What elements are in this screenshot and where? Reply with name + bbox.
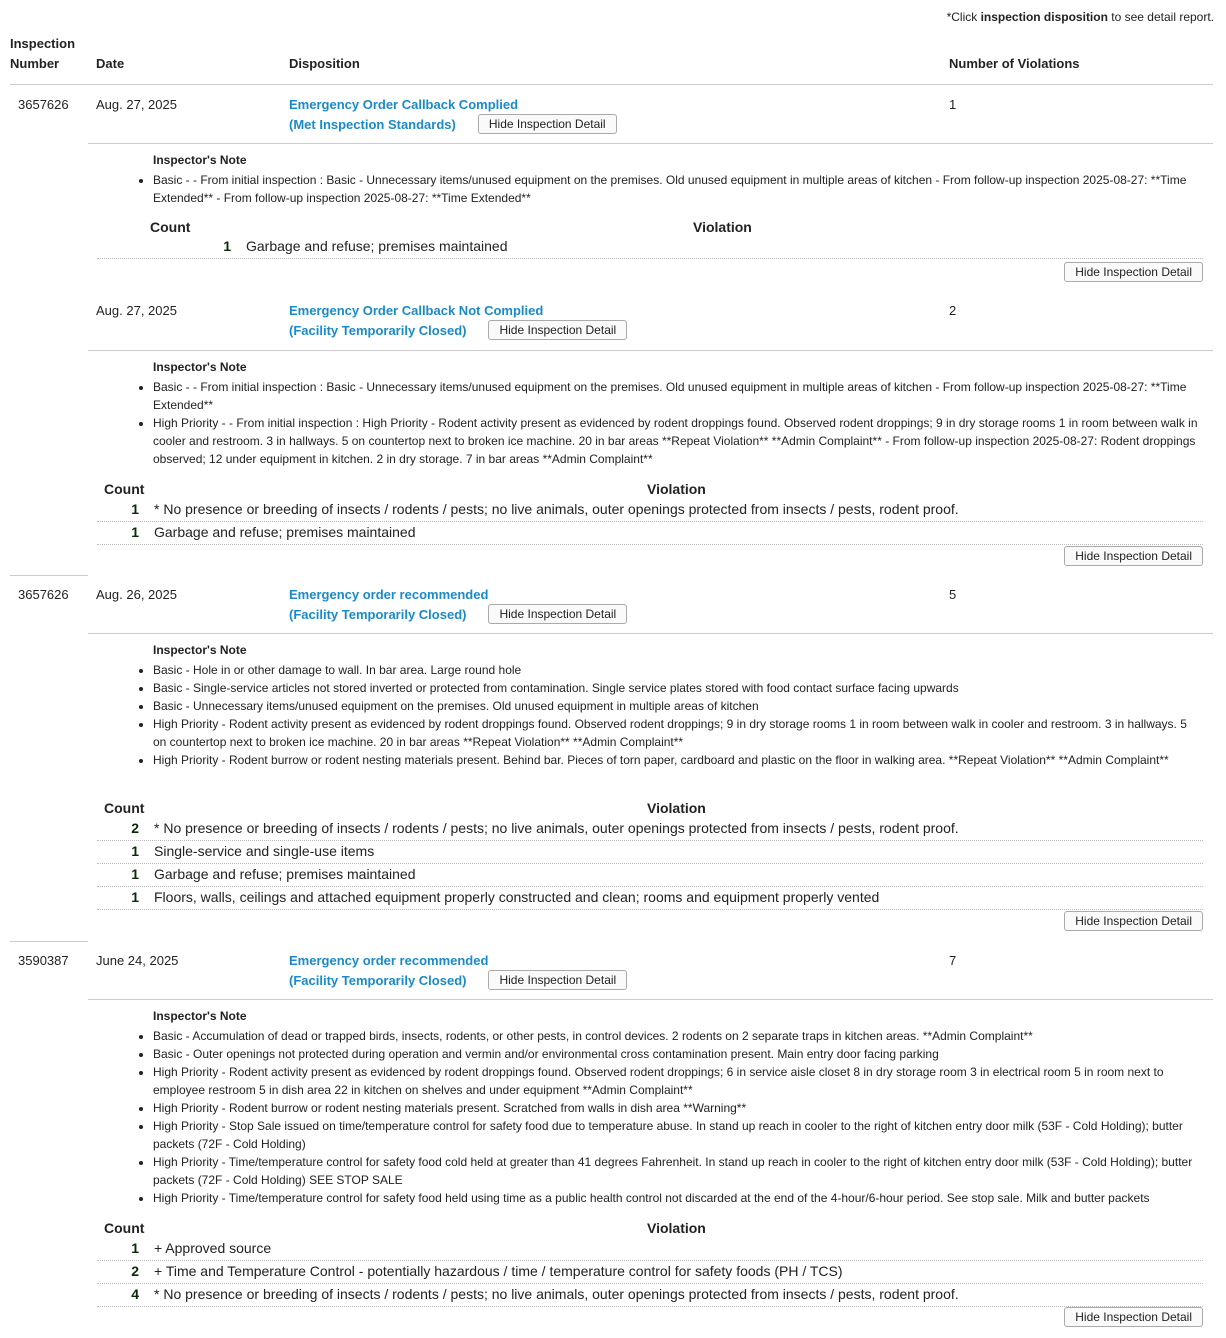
violation-row	[97, 886, 1203, 910]
disposition-link[interactable]: Emergency Order Callback Complied	[289, 97, 519, 112]
disposition-link[interactable]: Emergency order recommended	[289, 953, 489, 968]
inspectors-note-title: Inspector's Note	[153, 360, 247, 374]
row-divider	[88, 350, 1213, 351]
inspection-row	[0, 941, 1213, 999]
hide-inspection-detail-button[interactable]: Hide Inspection Detail	[488, 970, 627, 990]
note-item: • High Priority - Time/temperature control for safety food held using time as a public health control not discarded at the end of the 4-hour/6-hour period. See stop sale. Milk and butter packets	[153, 1189, 1203, 1207]
note-prefix: *Click	[946, 10, 981, 24]
hide-inspection-detail-button[interactable]: Hide Inspection Detail	[1064, 1307, 1203, 1327]
inspection-row	[0, 85, 1213, 143]
violation-header: Violation	[647, 800, 706, 816]
violation-text: * No presence or breeding of insects / rodents / pests; no live animals, outer openings protected from insects / pests, rodent proof.	[154, 1286, 959, 1302]
inspection-number: 3657626	[18, 97, 69, 112]
violation-count: 1	[131, 866, 139, 882]
disposition-link[interactable]: Emergency Order Callback Not Complied	[289, 303, 544, 318]
violation-text: Garbage and refuse; premises maintained	[154, 866, 416, 882]
violation-count: 1	[131, 889, 139, 905]
inspection-disposition[interactable]	[289, 585, 627, 626]
hide-inspection-detail-button[interactable]: Hide Inspection Detail	[1064, 546, 1203, 566]
note-item: • High Priority - Rodent activity present as evidenced by rodent droppings found. Observed rodent droppings; 9 in dry storage rooms 1 in room between walk in cooler and restroom. 3 in hallways. 5 on countertop next to broken ice machine. 20 in bar areas **Repeat Violation** **Admin Complaint**	[153, 715, 1203, 751]
inspection-date: Aug. 26, 2025	[96, 587, 177, 602]
note-item: • Basic - Outer openings not protected during operation and vermin and/or environmental cross contamination present. Main entry door facing parking	[153, 1045, 1203, 1063]
violation-text: Garbage and refuse; premises maintained	[246, 238, 508, 254]
violation-text: + Time and Temperature Control - potentially hazardous / time / temperature control for safety foods (PH / TCS)	[154, 1263, 843, 1279]
disposition-status[interactable]: (Facility Temporarily Closed)	[289, 973, 467, 988]
violation-count: 1	[131, 1240, 139, 1256]
note-item: • Basic - Accumulation of dead or trapped birds, insects, rodents, or other pests, in control devices. 2 rodents on 2 separate traps in kitchen areas. **Admin Complaint**	[153, 1027, 1203, 1045]
inspectors-note-list	[139, 661, 1203, 769]
inspection-disposition[interactable]	[289, 951, 627, 992]
violation-header: Violation	[693, 219, 752, 235]
inspection-record	[0, 941, 1213, 1324]
row-divider	[88, 633, 1213, 634]
note-item: • High Priority - Stop Sale issued on time/temperature control for safety food due to temperature abuse. In stand up reach in cooler to the right of kitchen entry door milk (53F - Cold Holding); butter packets (72F - Cold Holding)	[153, 1117, 1203, 1153]
inspection-record	[0, 291, 1213, 563]
violation-count: 2	[131, 820, 139, 836]
header-date: Date	[96, 56, 125, 71]
note-item: • High Priority - - From initial inspection : High Priority - Rodent activity present as evidenced by rodent droppings found. Observed rodent droppings; 9 in dry storage rooms 1 in room between walk in cooler and restroom. 3 in hallways. 5 on countertop next to broken ice machine. 20 in bar areas **Repeat Violation** **Admin Complaint** - From follow-up inspection 2025-08-27: Rodent droppings observed; 12 under equipment in kitchen. 2 in dry storage. 7 in bar areas **Admin Complaint**	[153, 414, 1203, 468]
table-header	[10, 38, 1213, 85]
note-item: • High Priority - Rodent burrow or rodent nesting materials present. Behind bar. Pieces of torn paper, cardboard and plastic on the floor in walking area. **Repeat Violation** **Admin Complaint**	[153, 751, 1203, 769]
violations-count: 2	[949, 303, 957, 318]
note-item: • High Priority - Rodent activity present as evidenced by rodent droppings found. Observed rodent droppings; 6 in service aisle closet 8 in dry storage room 3 in electrical room 5 in room next to employee restroom 5 in dish area 22 in kitchen on shelves and under equipment **Admin Complaint**	[153, 1063, 1203, 1099]
violations-count: 1	[949, 97, 957, 112]
row-divider	[88, 999, 1213, 1000]
hide-inspection-detail-button[interactable]: Hide Inspection Detail	[1064, 911, 1203, 931]
violation-count: 1	[223, 238, 231, 254]
violation-count: 4	[131, 1286, 139, 1302]
inspectors-note-list	[139, 171, 1203, 207]
violation-text: Single-service and single-use items	[154, 843, 375, 859]
violations-count: 5	[949, 587, 957, 602]
inspection-disposition[interactable]	[289, 301, 627, 342]
disposition-status[interactable]: (Met Inspection Standards)	[289, 117, 456, 132]
header-inspection-line2: Number	[10, 56, 60, 71]
count-header: Count	[104, 481, 145, 497]
inspectors-note-title: Inspector's Note	[153, 153, 247, 167]
inspection-record	[0, 85, 1213, 279]
disposition-status[interactable]: (Facility Temporarily Closed)	[289, 607, 467, 622]
disposition-status[interactable]: (Facility Temporarily Closed)	[289, 323, 467, 338]
header-number-of-violations: Number of Violations	[949, 56, 1080, 71]
violation-count: 1	[131, 843, 139, 859]
note-item: • Basic - - From initial inspection : Basic - Unnecessary items/unused equipment on the premises. Old unused equipment in multiple areas of kitchen - From follow-up inspection 2025-08-27: **Time Extended** - From follow-up inspection 2025-08-27: **Time Extended**	[153, 171, 1203, 207]
click-instruction-note	[947, 10, 1214, 24]
disposition-link[interactable]: Emergency order recommended	[289, 587, 489, 602]
inspectors-note-title: Inspector's Note	[153, 643, 247, 657]
header-disposition: Disposition	[289, 56, 360, 71]
note-item: • Basic - - From initial inspection : Basic - Unnecessary items/unused equipment on the premises. Old unused equipment in multiple areas of kitchen - From follow-up inspection 2025-08-27: **Time Extended**	[153, 378, 1203, 414]
violation-row	[97, 1283, 1203, 1307]
count-header: Count	[150, 219, 191, 235]
inspection-disposition[interactable]	[289, 95, 617, 136]
inspectors-note-list	[139, 378, 1203, 468]
count-header: Count	[104, 800, 145, 816]
violation-row	[97, 863, 1203, 887]
violation-row	[97, 840, 1203, 864]
violation-count: 1	[131, 524, 139, 540]
violation-text: Garbage and refuse; premises maintained	[154, 524, 416, 540]
count-header: Count	[104, 1220, 145, 1236]
header-inspection-number	[10, 34, 75, 74]
inspection-number: 3590387	[18, 953, 69, 968]
row-divider	[88, 143, 1213, 144]
inspection-date: Aug. 27, 2025	[96, 97, 177, 112]
note-item: • Basic - Single-service articles not stored inverted or protected from contamination. Single service plates stored with food contact surface facing upwards	[153, 679, 1203, 697]
violation-row	[97, 498, 1203, 522]
inspection-number: 3657626	[18, 587, 69, 602]
violation-row	[97, 235, 1203, 259]
header-inspection-line1: Inspection	[10, 36, 76, 51]
violation-header: Violation	[647, 481, 706, 497]
hide-inspection-detail-button[interactable]: Hide Inspection Detail	[1064, 262, 1203, 282]
note-item: • Basic - Unnecessary items/unused equipment on the premises. Old unused equipment in multiple areas of kitchen	[153, 697, 1203, 715]
violation-header: Violation	[647, 1220, 706, 1236]
violation-text: Floors, walls, ceilings and attached equipment properly constructed and clean; rooms and equipment properly vented	[154, 889, 880, 905]
violations-count: 7	[949, 953, 957, 968]
inspection-row	[0, 575, 1213, 633]
violation-count: 1	[131, 501, 139, 517]
violation-text: + Approved source	[154, 1240, 272, 1256]
hide-inspection-detail-button[interactable]: Hide Inspection Detail	[478, 114, 617, 134]
note-item: • Basic - Hole in or other damage to wall. In bar area. Large round hole	[153, 661, 1203, 679]
violation-count: 2	[131, 1263, 139, 1279]
violation-row	[97, 1237, 1203, 1261]
inspectors-note-list	[139, 1027, 1203, 1207]
note-bold: inspection disposition	[980, 10, 1108, 24]
inspection-record	[0, 575, 1213, 928]
note-item: • High Priority - Time/temperature control for safety food cold held at greater than 41 degrees Fahrenheit. In stand up reach in cooler to the right of kitchen entry door milk (53F - Cold Holding); butter packets (72F - Cold Holding) SEE STOP SALE	[153, 1153, 1203, 1189]
inspection-date: June 24, 2025	[96, 953, 179, 968]
hide-inspection-detail-button[interactable]: Hide Inspection Detail	[488, 604, 627, 624]
note-item: • High Priority - Rodent burrow or rodent nesting materials present. Scratched from walls in dish area **Warning**	[153, 1099, 1203, 1117]
inspection-row	[0, 291, 1213, 349]
violation-row	[97, 1260, 1203, 1284]
violation-text: * No presence or breeding of insects / rodents / pests; no live animals, outer openings protected from insects / pests, rodent proof.	[154, 501, 959, 517]
violation-text: * No presence or breeding of insects / rodents / pests; no live animals, outer openings protected from insects / pests, rodent proof.	[154, 820, 959, 836]
inspectors-note-title: Inspector's Note	[153, 1009, 247, 1023]
hide-inspection-detail-button[interactable]: Hide Inspection Detail	[488, 320, 627, 340]
violation-row	[97, 521, 1203, 545]
note-suffix: to see detail report.	[1107, 10, 1214, 24]
violation-row	[97, 817, 1203, 841]
inspection-date: Aug. 27, 2025	[96, 303, 177, 318]
